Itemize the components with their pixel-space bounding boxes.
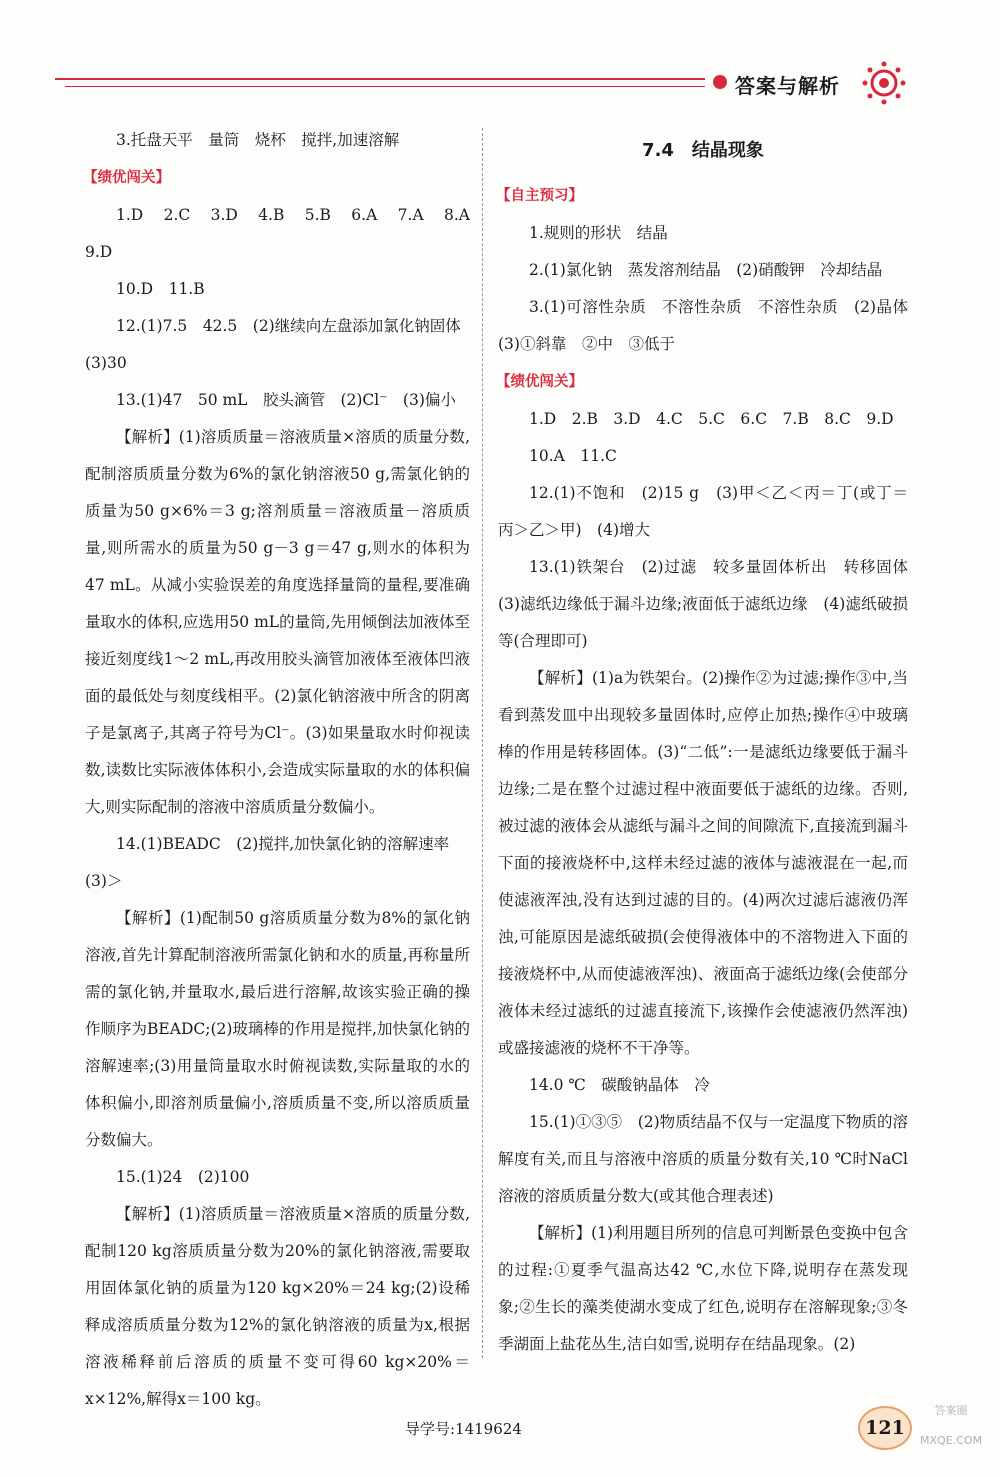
answer-line: 【解析】(1)a为铁架台。(2)操作②为过滤;操作③中,当看到蒸发皿中出现较多量固体时,应停止加热;操作④中玻璃棒的作用是转移固体。(3)“二低”:一是滤纸边缘要低于漏斗边缘;二是在整个过滤过程中液面要低于滤纸的边缘。否则,被过滤的液体会从滤纸与漏斗之间的间隙流下,直接流到漏斗下面的接液烧杯中,这样未经过滤的液体与滤液混在一起,而使滤液浑浊,没有达到过滤的目的。(4)两次过滤后滤液仍浑浊,可能原因是滤纸破损(会使得液体中的不溶物进入下面的接液烧杯中,从而使滤液浑浊)、液面高于滤纸边缘(会使部分液体未经过滤纸的过滤直接流下,该操作会使滤液仍然浑浊)或盛接滤液的烧杯不干净等。 [498,669,908,1057]
answer-line: 10.D 11.B [116,280,205,298]
header-rule-bottom [65,86,705,87]
answer-line: 14.0 ℃ 碳酸钠晶体 冷 [529,1076,710,1094]
section-label [496,363,908,401]
guide-number: 导学号:1419624 [405,1420,522,1438]
answer-line: (3)30 [85,354,127,372]
answer-line: (3)＞ [85,872,123,890]
answer-line: 15.(1)24 (2)100 [116,1168,250,1186]
section-title: 7.4 结晶现象 [642,140,764,161]
answer-line: 【解析】(1)溶质质量＝溶液质量×溶质的质量分数,配制120 kg溶质质量分数为20%的氯化钠溶液,需要取用固体氯化钠的质量为120 kg×20%＝24 kg;(2)设稀释成溶质质量分数为12%的氯化钠溶液的质量为x,根据溶液稀释前后溶质的质量不变可得60 kg×20%＝x×12%,解得x＝100 kg。 [85,1205,470,1408]
section-label [496,177,908,215]
answer-line: 【解析】(1)配制50 g溶质质量分数为8%的氯化钠溶液,首先计算配制溶液所需氯化钠和水的质量,再称量所需的氯化钠,并量取水,最后进行溶解,故该实验正确的操作顺序为BEADC;(2)玻璃棒的作用是搅拌,加快氯化钠的溶解速率;(3)用量筒量取水时俯视读数,实际量取的水的体积偏小,即溶剂质量偏小,溶质质量不变,所以溶质质量分数偏大。 [85,909,470,1149]
left-column [83,122,486,1418]
answer-line: 1.D 2.C 3.D 4.B 5.B 6.A 7.A 8.A 9.D [85,206,486,261]
header-dot-icon [713,75,727,89]
section-label-text: 【绩优闯关】 [83,170,170,186]
answer-line: 3.托盘天平 量筒 烧杯 搅拌,加速溶解 [116,131,400,149]
answer-line: 【解析】(1)溶质质量＝溶液质量×溶质的质量分数,配制溶质质量分数为6%的氯化钠溶液50 g,需氯化钠的质量为50 g×6%＝3 g;溶剂质量＝溶液质量－溶质质量,则所需水的质量为50 g－3 g＝47 g,则水的体积为47 mL。从减小实验误差的角度选择量筒的量程,要准确量取水的体积,应选用50 mL的量筒,先用倾倒法加液体至接近刻度线1～2 mL,再改用胶头滴管加液体至液体凹液面的最低处与刻度线相平。(2)氯化钠溶液中所含的阴离子是氯离子,其离子符号为Cl⁻。(3)如果量取水时仰视读数,读数比实际液体体积小,会造成实际量取的水的体积偏大,则实际配制的溶液中溶质质量分数偏小。 [85,428,470,816]
answer-line: 15.(1)①③⑤ (2)物质结晶不仅与一定温度下物质的溶解度有关,而且与溶液中溶质的质量分数有关,10 ℃时NaCl溶液的溶质质量分数大(或其他合理表述) [498,1113,908,1205]
answer-line: 12.(1)不饱和 (2)15 g (3)甲＜乙＜丙＝丁(或丁＝丙＞乙＞甲) (4)增大 [498,484,908,539]
sun-logo-icon [855,60,913,106]
answer-line: 14.(1)BEADC (2)搅拌,加快氯化钠的溶解速率 [116,835,450,853]
answer-line: 13.(1)47 50 mL 胶头滴管 (2)Cl⁻ (3)偏小 [116,391,456,409]
section-label [83,159,470,197]
right-column [496,122,924,1363]
section-label-text: 【绩优闯关】 [496,374,583,390]
answer-line: 3.(1)可溶性杂质 不溶性杂质 不溶性杂质 (2)晶体 (3)①斜靠 ②中 ③低于 [498,298,924,353]
section-label-text: 【自主预习】 [496,188,583,204]
header-title: 答案与解析 [735,74,840,98]
answer-line: 1.D 2.B 3.D 4.C 5.C 6.C 7.B 8.C 9.D [529,410,894,428]
header-rule-top [55,78,705,80]
answer-line: 13.(1)铁架台 (2)过滤 较多量固体析出 转移固体 (3)滤纸边缘低于漏斗边缘;液面低于滤纸边缘 (4)滤纸破损等(合理即可) [498,558,924,650]
answer-line: 2.(1)氯化钠 蒸发溶剂结晶 (2)硝酸钾 冷却结晶 [529,261,883,279]
answer-line: 10.A 11.C [529,447,617,465]
column-divider [482,128,483,1358]
answer-line: 【解析】(1)利用题目所列的信息可判断景色变换中包含的过程:①夏季气温高达42 ℃,水位下降,说明存在蒸发现象;②生长的藻类使湖水变成了红色,说明存在溶解现象;③冬季湖面上盐花丛生,洁白如雪,说明存在结晶现象。(2) [498,1224,908,1353]
answer-line: 1.规则的形状 结晶 [529,224,668,242]
page-number: 121 [858,1406,912,1450]
watermark: 答案圈 MXQE.COM [920,1404,982,1447]
answer-line: 12.(1)7.5 42.5 (2)继续向左盘添加氯化钠固体 [116,317,461,335]
